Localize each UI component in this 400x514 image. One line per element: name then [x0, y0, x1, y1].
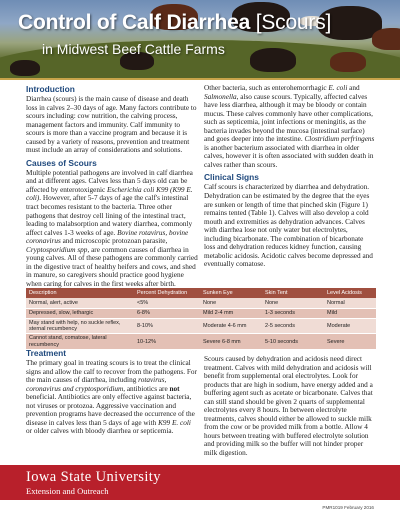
table-cell: 2-5 seconds: [262, 318, 324, 334]
table-cell: None: [262, 298, 324, 308]
table-cell: Moderate: [324, 318, 376, 334]
clinical-signs-heading: Clinical Signs: [204, 172, 259, 183]
intro-heading: Introduction: [26, 84, 75, 94]
document-title: Control of Calf Diarrhea [Scours]: [18, 11, 332, 34]
cattle-silhouette: [10, 60, 40, 76]
table-row: [26, 318, 376, 334]
cattle-silhouette: [250, 48, 296, 72]
table-cell: Mild: [324, 308, 376, 318]
publication-id: PMR1019 February 2016: [322, 505, 374, 510]
banner-divider: [0, 78, 400, 80]
table-cell: Depressed, slow, lethargic: [26, 308, 134, 318]
table-header-cell: Description: [26, 288, 134, 298]
table-cell: 6-8%: [134, 308, 200, 318]
treatment-paragraph: The primary goal in treating scours is to treat the clinical signs and allow the calf to recover from the pathogens. For the main causes of diarrhea, including rotavirus, coronavirus and cryptosporidium, antibiotics are not beneficial. Antibiotics are only effective against bacteria, not viruses or protozoa. Aggressive vaccination and prevention programs have decreased the occurrence of the disease in calves less than 5 days of age with K99 E. coli or older calves with bloody diarrhea or septicemia.: [26, 359, 197, 436]
table-cell: Normal, alert, active: [26, 298, 134, 308]
table-cell: Cannot stand, comatose, lateral recumbency: [26, 334, 134, 350]
table-cell: Severe 6-8 mm: [200, 334, 262, 350]
document-subtitle: in Midwest Beef Cattle Farms: [42, 41, 225, 57]
table-cell: 5-10 seconds: [262, 334, 324, 350]
left-column: [26, 84, 198, 291]
table-cell: <5%: [134, 298, 200, 308]
fluids-column: [204, 355, 376, 461]
university-name: Iowa State University: [26, 469, 161, 485]
table-cell: Severe: [324, 334, 376, 350]
right-column: [204, 84, 376, 272]
table-header-cell: Sunken Eye: [200, 288, 262, 298]
intro-paragraph: Diarrhea (scours) is the main cause of disease and death loss in calves 2–30 days of age. Many factors contribute to scours including: cow nutrition, the calving process, management factors and immunity. Calf immunity to scours is more than a vaccine program and because it is caused by a variety of reasons, prevention and treatment must include an array of considerations and solutions.: [26, 95, 197, 155]
table-header-cell: Level Acidosis: [324, 288, 376, 298]
table-cell: May stand with help, no suckle reflex, sternal recumbency: [26, 318, 134, 334]
table-cell: Normal: [324, 298, 376, 308]
table-cell: None: [200, 298, 262, 308]
table-cell: 10-12%: [134, 334, 200, 350]
causes-paragraph: Multiple potential pathogens are involved in calf diarrhea and at different ages. Calves less than 5 days old can be affected by enterotoxigenic Escherichia coli K99 (K99 E. coli). However, after 5-7 days of age the calf's intestinal tract becomes resistant to the bacteria. Three other pathogens that destroy cell lining of the intestinal tract, leading to malabsorption and watery diarrhea, commonly affect calves 1-3 weeks of age. Bovine rotavirus, bovine coronavirus and microscopic protozoan parasite, Cryptosporidium spp, are common causes of diarrhea in young calves. All of these pathogens are commonly carried in the digestive tract of healthy heifers and cows, and shed in manure, so caregivers should practice good hygiene when caring for calves in the first weeks after birth.: [26, 168, 198, 288]
fluids-paragraph: Scours caused by dehydration and acidosis need direct treatment. Calves with mild dehydration and acidosis will benefit from supplemental oral electrolytes. Look for products that are high in sodium, have energy added and a buffering agent such as acetate or bicarbonate. Calves that can still stand should be given 2 quarts of supplemental electrolytes every 8 hours. In between electrolyte treatments, calves should either be allowed to suckle milk from the cow or be provided milk from a bottle. Allow 4 hours between treating with buffered electrolyte solution and providing milk so the buffer will not hinder proper milk digestion.: [204, 355, 373, 458]
table-row: [26, 298, 376, 308]
table-header-cell: Percent Dehydration: [134, 288, 200, 298]
clinical-signs-paragraph: Calf scours is characterized by diarrhea and dehydration. Dehydration can be estimated by the degree that the eyes are sunken or length of time that pinched skin (Figure 1) remains tented (Table 1). Calves will also develop a cold mouth and extremities as dehydration advances. Calves with diarrhea lose not only water but electrolytes, including bicarbonate. The combination of bicarbonate loss and dehydration reduces kidney function, causing metabolic acidosis. Acidotic calves become depressed and eventually comatose.: [204, 183, 373, 269]
treatment-heading: Treatment: [26, 348, 67, 358]
table-cell: 8-10%: [134, 318, 200, 334]
treatment-column: [26, 348, 198, 439]
table-cell: Moderate 4-6 mm: [200, 318, 262, 334]
cattle-silhouette: [372, 28, 400, 50]
footer-bar: [0, 465, 400, 500]
cattle-silhouette: [330, 52, 366, 72]
table-cell: 1-3 seconds: [262, 308, 324, 318]
table-header-row: [26, 288, 376, 298]
table-cell: Mild 2-4 mm: [200, 308, 262, 318]
university-wordmark: [26, 469, 161, 486]
table-header-cell: Skin Tent: [262, 288, 324, 298]
causes-heading: Causes of Scours: [26, 157, 97, 168]
dehydration-table: [26, 288, 376, 350]
other-bacteria-paragraph: Other bacteria, such as enterohemorrhagic E. coli and Salmonella, also cause scours. Typically, affected calves have less diarrhea, although it may be bloody or contain mucus. These calves commonly have other complications, such as septicemia, joint infections or meningitis, as the bacteria invades beyond the mucosa (intestinal surface) and goes deeper into the intestine. Clostridium perfringens is another bacterium associated with diarrhea in older calves, however it is often associated with sudden death in calves rather than scours.: [204, 84, 375, 169]
department-name: Extension and Outreach: [26, 486, 109, 496]
table-row: [26, 308, 376, 318]
header-banner: [0, 0, 400, 78]
